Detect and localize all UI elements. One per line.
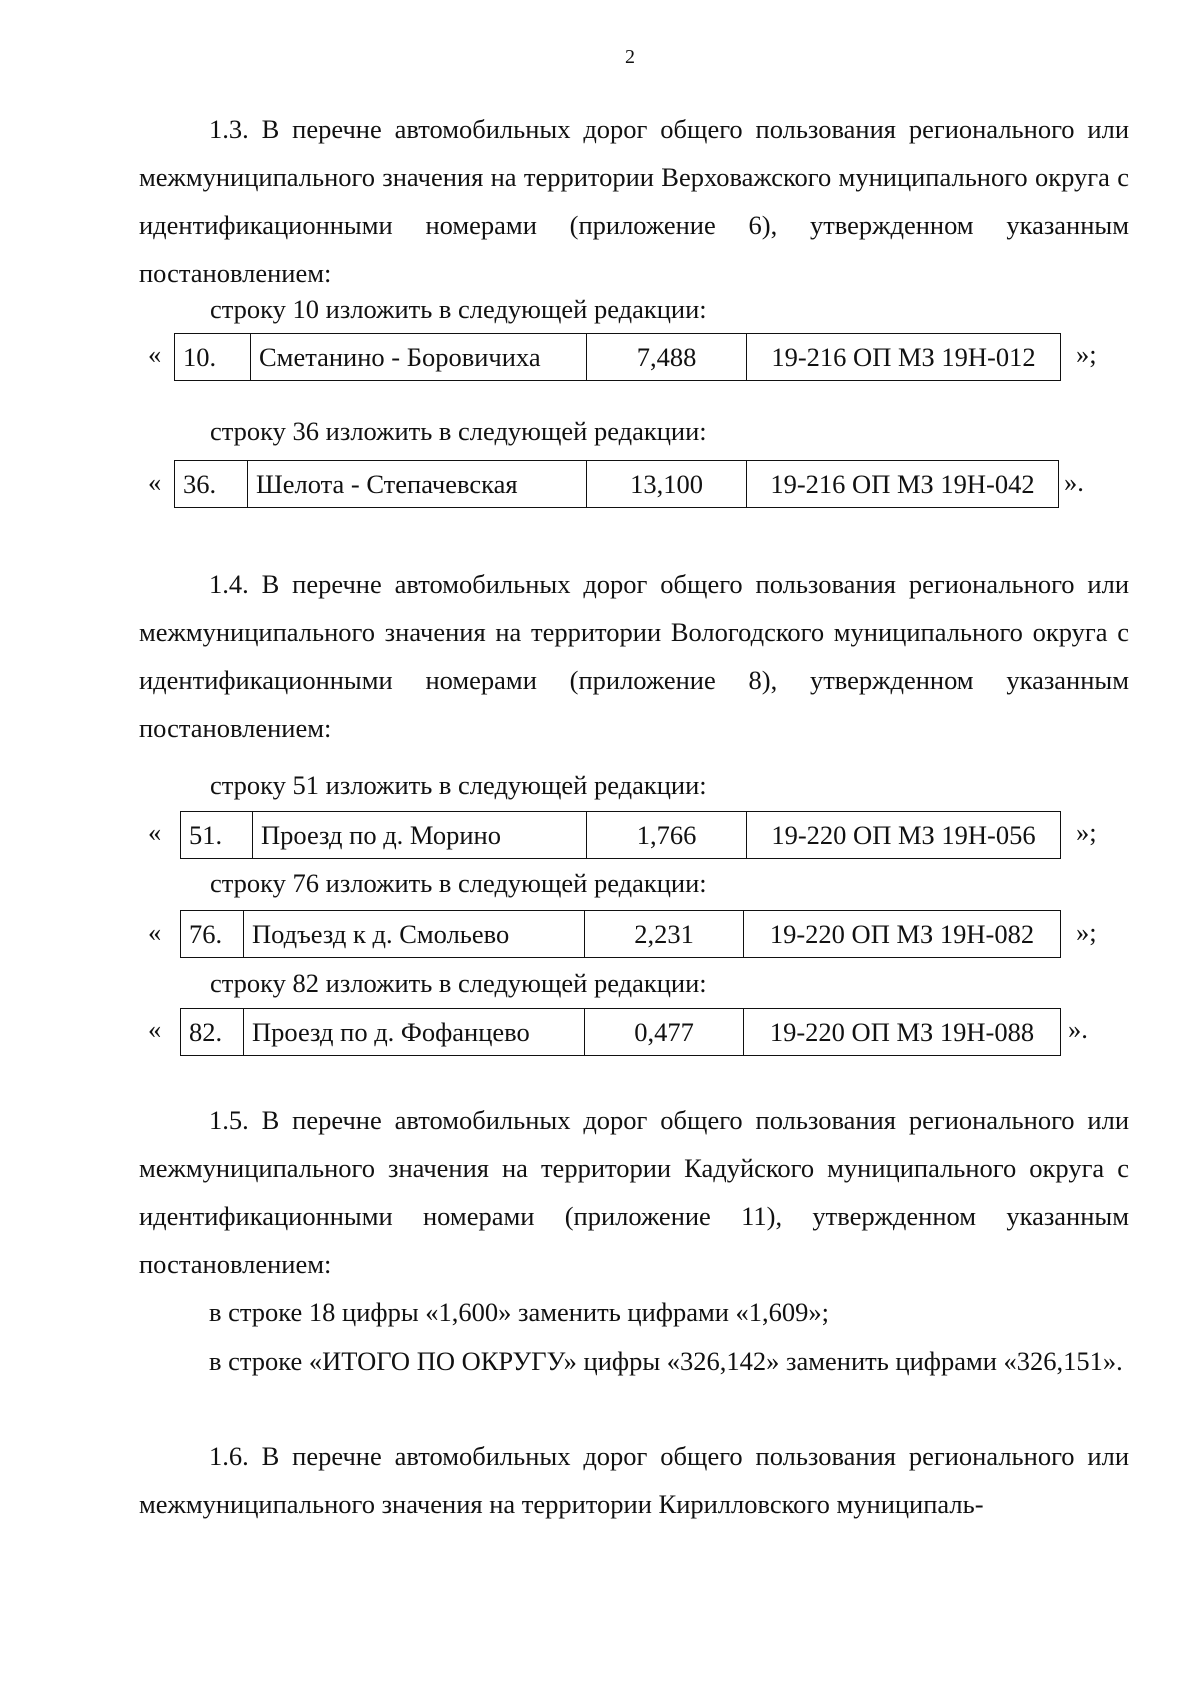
section-1-5-line-1: в строке 18 цифры «1,600» заменить цифрами «1,609»; xyxy=(209,1297,830,1327)
row-number-cell: 76. xyxy=(181,911,244,958)
road-id-code-cell: 19-220 ОП МЗ 19Н-082 xyxy=(744,911,1061,958)
table-row xyxy=(181,1009,1061,1056)
section-1-5-paragraph: 1.5. В перечне автомобильных дорог общего пользования регионального или межмуниципального значения на территории Кадуйского муниципального округа с идентификационными номерами (приложение 11), утвержденном указанным постановлением: xyxy=(139,1105,1129,1279)
row-10-open-quote: « xyxy=(148,339,162,369)
road-name-cell: Шелота - Степачевская xyxy=(248,461,587,508)
road-length-cell: 13,100 xyxy=(587,461,747,508)
road-id-code-cell: 19-220 ОП МЗ 19Н-088 xyxy=(744,1009,1061,1056)
row-76-table xyxy=(180,910,1061,958)
row-51-table xyxy=(180,811,1061,859)
row-76-close-quote: »; xyxy=(1076,917,1097,947)
row-76-open-quote: « xyxy=(148,917,162,947)
road-id-code-cell: 19-216 ОП МЗ 19Н-012 xyxy=(747,334,1061,381)
row-36-table xyxy=(174,460,1059,508)
row-36-intro: строку 36 изложить в следующей редакции: xyxy=(210,416,707,446)
row-82-open-quote: « xyxy=(148,1014,162,1044)
row-51-close-quote: »; xyxy=(1076,817,1097,847)
road-name-cell: Подъезд к д. Смольево xyxy=(244,911,585,958)
section-1-4-paragraph: 1.4. В перечне автомобильных дорог общего пользования регионального или межмуниципального значения на территории Вологодского муниципального округа с идентификационными номерами (приложение 8), утвержденном указанным постановлением: xyxy=(139,569,1129,743)
road-length-cell: 0,477 xyxy=(585,1009,744,1056)
table-row xyxy=(175,334,1061,381)
table-row xyxy=(175,461,1059,508)
table-row xyxy=(181,812,1061,859)
row-82-table xyxy=(180,1008,1061,1056)
row-51-open-quote: « xyxy=(148,817,162,847)
section-1-5-line-2: в строке «ИТОГО ПО ОКРУГУ» цифры «326,142» заменить цифрами «326,151». xyxy=(209,1346,1123,1376)
row-76-intro: строку 76 изложить в следующей редакции: xyxy=(210,868,707,898)
page-number: 2 xyxy=(625,46,635,68)
row-number-cell: 82. xyxy=(181,1009,244,1056)
row-number-cell: 10. xyxy=(175,334,251,381)
row-number-cell: 36. xyxy=(175,461,248,508)
section-1-3-paragraph: 1.3. В перечне автомобильных дорог общего пользования регионального или межмуниципального значения на территории Верховажского муниципального округа с идентификационными номерами (приложение 6), утвержденном указанным постановлением: xyxy=(139,114,1129,288)
row-10-close-quote: »; xyxy=(1076,339,1097,369)
road-length-cell: 2,231 xyxy=(585,911,744,958)
row-36-close-quote: ». xyxy=(1064,467,1084,497)
road-length-cell: 1,766 xyxy=(587,812,747,859)
road-length-cell: 7,488 xyxy=(587,334,747,381)
section-1-6-paragraph: 1.6. В перечне автомобильных дорог общего пользования регионального или межмуниципального значения на территории Кирилловского муниципаль- xyxy=(139,1441,1129,1519)
row-10-table xyxy=(174,333,1061,381)
row-82-close-quote: ». xyxy=(1068,1014,1088,1044)
row-36-open-quote: « xyxy=(148,467,162,497)
road-id-code-cell: 19-220 ОП МЗ 19Н-056 xyxy=(747,812,1061,859)
road-name-cell: Проезд по д. Морино xyxy=(253,812,587,859)
row-number-cell: 51. xyxy=(181,812,253,859)
road-name-cell: Сметанино - Боровичиха xyxy=(251,334,587,381)
road-id-code-cell: 19-216 ОП МЗ 19Н-042 xyxy=(747,461,1059,508)
row-51-intro: строку 51 изложить в следующей редакции: xyxy=(210,770,707,800)
row-82-intro: строку 82 изложить в следующей редакции: xyxy=(210,968,707,998)
row-10-intro: строку 10 изложить в следующей редакции: xyxy=(210,294,707,324)
table-row xyxy=(181,911,1061,958)
road-name-cell: Проезд по д. Фофанцево xyxy=(244,1009,585,1056)
